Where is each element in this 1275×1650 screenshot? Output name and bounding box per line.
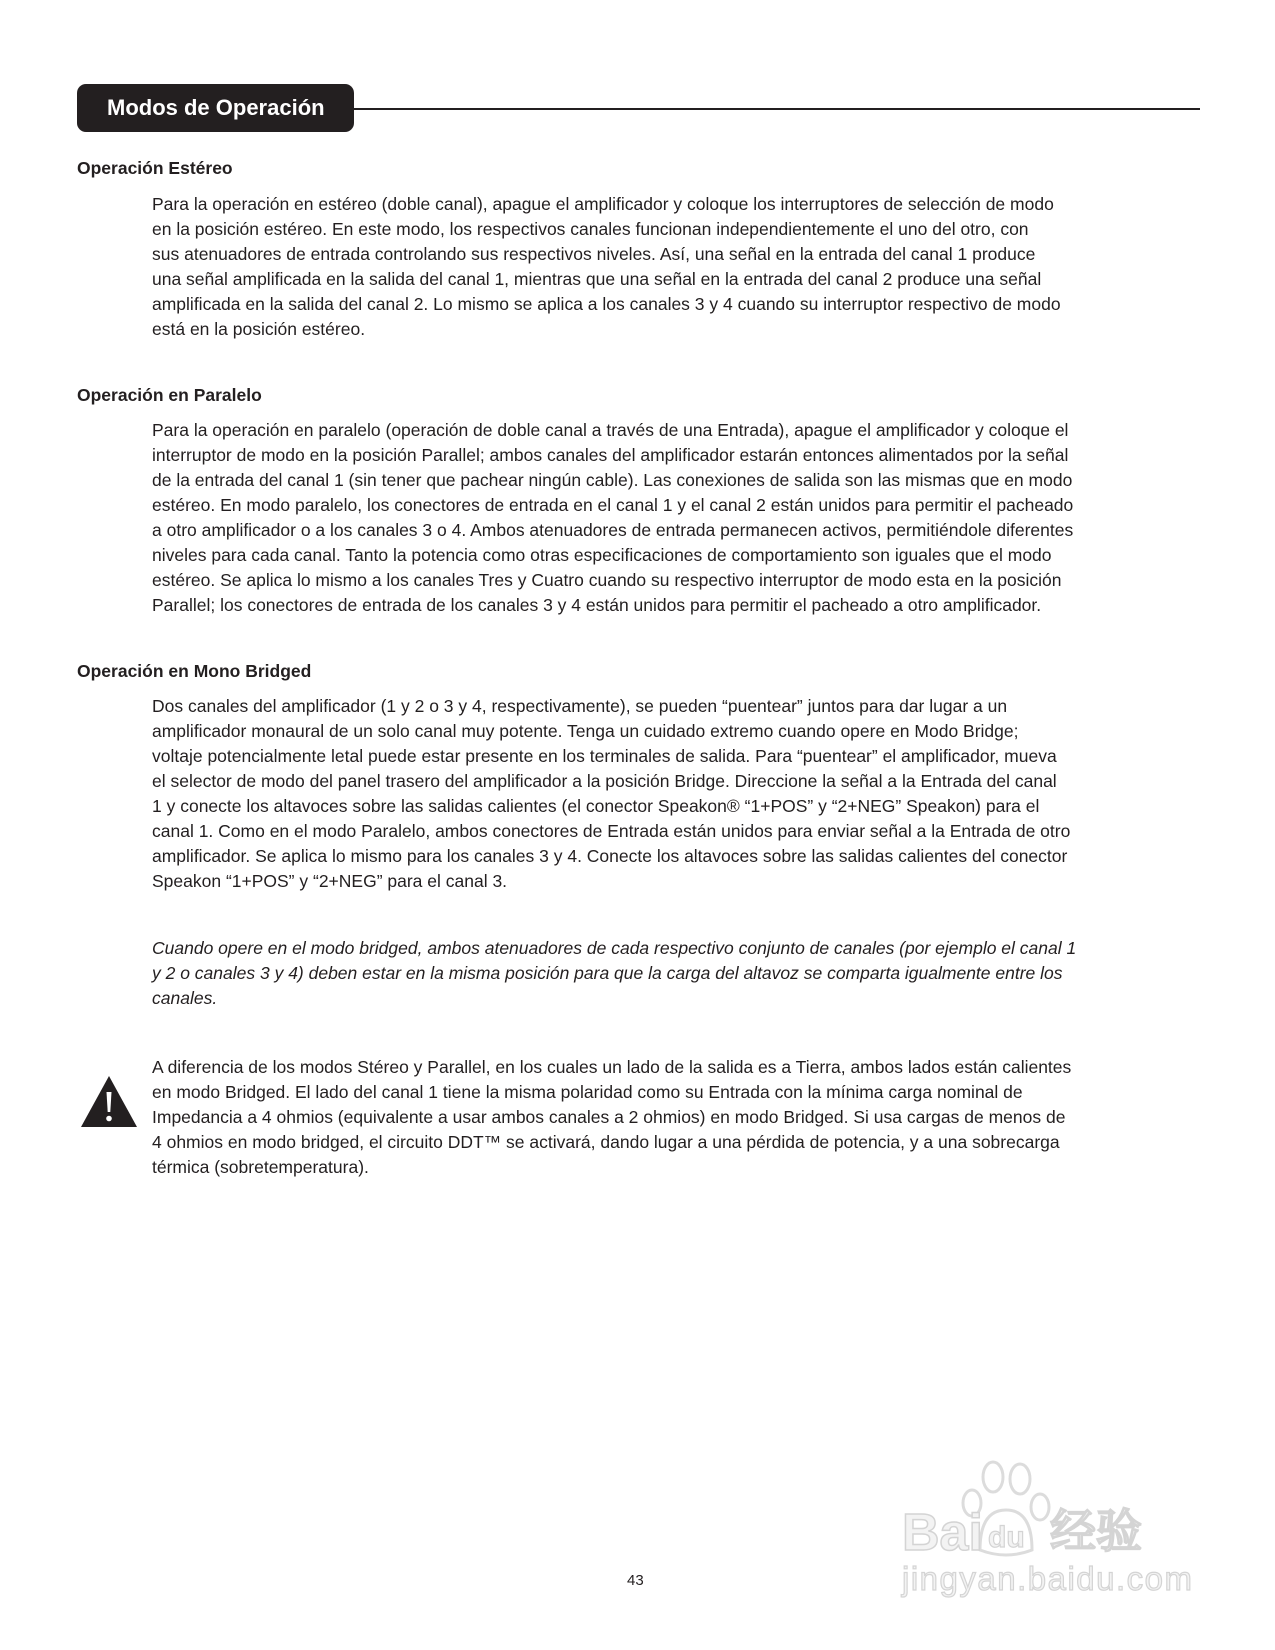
warning-triangle-icon [80, 1074, 138, 1128]
text-line: está en la posición estéreo. [152, 319, 366, 339]
svg-text:jingyan.baidu.com: jingyan.baidu.com [902, 1560, 1192, 1597]
text-line: sus atenuadores de entrada controlando sus respectivos niveles. Así, una señal en la entrada del canal 1 produce [152, 244, 1036, 264]
text-line: 1 y conecte los altavoces sobre las salidas calientes (el conector Speakon® “1+POS” y “2+NEG” Speakon) para el [152, 796, 1040, 816]
text-line: en la posición estéreo. En este modo, los respectivos canales funcionan independientemente el uno del otro, con [152, 219, 1029, 239]
text-line: niveles para cada canal. Tanto la potencia como otras especificaciones de comportamiento son iguales que el modo [152, 545, 1052, 565]
heading-mono-bridged: Operación en Mono Bridged [77, 661, 312, 681]
text-line: amplificador. Se aplica lo mismo para los canales 3 y 4. Conecte los altavoces sobre las salidas calientes del conector [152, 846, 1068, 866]
text-line: Para la operación en paralelo (operación de doble canal a través de una Entrada), apague el amplificador y coloque el [152, 420, 1069, 440]
page-number: 43 [627, 1572, 644, 1589]
paragraph-stereo [152, 192, 1061, 342]
text-line: y 2 o canales 3 y 4) deben estar en la misma posición para que la carga del altavoz se comparta igualmente entre los [152, 963, 1063, 983]
text-line: Speakon “1+POS” y “2+NEG” para el canal 3. [152, 871, 508, 891]
text-line: 4 ohmios en modo bridged, el circuito DDT™ se activará, dando lugar a una pérdida de potencia, y a una sobrecarga [152, 1132, 1060, 1152]
text-line: interruptor de modo en la posición Parallel; ambos canales del amplificador estarán entonces alimentados por la señal [152, 445, 1069, 465]
text-line: amplificador monaural de un solo canal muy potente. Tenga un cuidado extremo cuando opere en Modo Bridge; [152, 721, 1019, 741]
bridged-note [152, 936, 1076, 1011]
title-divider [354, 108, 1200, 110]
text-line: voltaje potencialmente letal puede estar presente en los terminales de salida. Para “puentear” el amplificador, mueva [152, 746, 1057, 766]
text-line: térmica (sobretemperatura). [152, 1157, 369, 1177]
text-line: estéreo. En modo paralelo, los conectores de entrada en el canal 1 y el canal 2 están unidos para permitir el pacheado [152, 495, 1074, 515]
text-line: amplificada en la salida del canal 2. Lo mismo se aplica a los canales 3 y 4 cuando su interruptor respectivo de modo [152, 294, 1061, 314]
text-line: Cuando opere en el modo bridged, ambos atenuadores de cada respectivo conjunto de canales (por ejemplo el canal 1 [152, 938, 1077, 958]
heading-stereo: Operación Estéreo [77, 158, 233, 178]
text-line: Impedancia a 4 ohmios (equivalente a usar ambos canales a 2 ohmios) en modo Bridged. Si usa cargas de menos de [152, 1107, 1066, 1127]
text-line: una señal amplificada en la salida del canal 1, mientras que una señal en la entrada del canal 2 produce una señal [152, 269, 1042, 289]
text-line: a otro amplificador o a los canales 3 o 4. Ambos atenuadores de entrada permanecen activos, permitiéndole diferentes [152, 520, 1074, 540]
svg-text:Bai: Bai [902, 1504, 983, 1562]
text-line: canales. [152, 988, 218, 1008]
text-line: Dos canales del amplificador (1 y 2 o 3 y 4, respectivamente), se pueden “puentear” juntos para dar lugar a un [152, 696, 1008, 716]
text-line: A diferencia de los modos Stéreo y Parallel, en los cuales un lado de la salida es a Tierra, ambos lados están calientes [152, 1057, 1072, 1077]
text-line: Para la operación en estéreo (doble canal), apague el amplificador y coloque los interruptores de selección de modo [152, 194, 1054, 214]
section-title: Modos de Operación [77, 84, 354, 132]
svg-text:du: du [988, 1521, 1025, 1554]
text-line: canal 1. Como en el modo Paralelo, ambos conectores de Entrada están unidos para enviar señal a la Entrada de otro [152, 821, 1071, 841]
warning-paragraph [152, 1055, 1071, 1180]
heading-parallel: Operación en Paralelo [77, 385, 262, 405]
text-line: el selector de modo del panel trasero del amplificador a la posición Bridge. Direccione la señal a la Entrada del canal [152, 771, 1057, 791]
text-line: estéreo. Se aplica lo mismo a los canales Tres y Cuatro cuando su respectivo interruptor de modo esta en la posición [152, 570, 1062, 590]
text-line: de la entrada del canal 1 (sin tener que pachear ningún cable). Las conexiones de salida son las mismas que en modo [152, 470, 1073, 490]
svg-text:经验: 经验 [1050, 1504, 1142, 1558]
paragraph-mono-bridged [152, 694, 1070, 894]
paragraph-parallel [152, 418, 1073, 618]
text-line: Parallel; los conectores de entrada de los canales 3 y 4 están unidos para permitir el pacheado a otro amplificador. [152, 595, 1042, 615]
text-line: en modo Bridged. El lado del canal 1 tiene la misma polaridad como su Entrada con la mínima carga nominal de [152, 1082, 1023, 1102]
baidu-watermark-logo [900, 1455, 1200, 1600]
